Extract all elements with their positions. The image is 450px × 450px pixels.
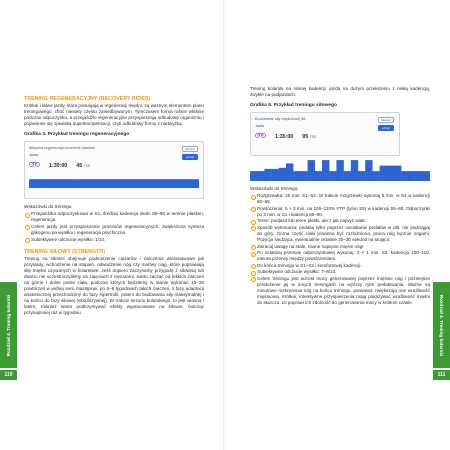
- list-item: Teren: podjazd lub teren płaski, ale z jak najwyż wiatr.: [250, 218, 430, 224]
- interval-bar: [401, 171, 408, 181]
- left-column: [24, 96, 204, 316]
- interval-bar: [351, 160, 358, 181]
- section-heading-recovery: TRENING REGENERACYJNY (RECOVERY RIDES): [24, 96, 151, 102]
- bike-icon: [29, 161, 40, 167]
- interval-bar: [380, 166, 387, 181]
- interval-bar: [286, 164, 293, 182]
- workout-stats: [29, 161, 199, 169]
- interval-bar: [106, 180, 115, 189]
- interval-bar: [191, 180, 200, 189]
- list-item: Celem jazdy jest przyspieszenie procesów regeneracyjnych, zwiększona synteza glikogenu po wysiłku i regeneracja psychiczna.: [24, 224, 204, 236]
- interval-bar: [80, 180, 89, 189]
- swap-button[interactable]: zamień: [378, 117, 394, 123]
- list-item: Powtórzenia: 5 × 3 min. na 106–110% FTP (tylno S5) w kadencji 55–60. Odpoczynki po 3 min. w S1 i kadencji 85–90.: [250, 206, 430, 218]
- interval-bar: [257, 171, 264, 181]
- interval-bar: [308, 160, 315, 181]
- interval-bar: [300, 171, 307, 181]
- recovery-workout-chart: [29, 172, 199, 188]
- interval-bar: [165, 180, 174, 189]
- list-item: Subiektywne odczucie wysiłku: 7–8/10.: [250, 269, 430, 275]
- list-item: Sposób wykonania: pedałuj tylko poprzez naciskanie pedałów w dół, nie podciągaj do góry. Górna część ciała powinna być rozluźniona, praca nóg łącznie nogami. Pozycja siedząca, ewentualnie ostatnie 20–30 sekund na stojąco.: [250, 225, 430, 243]
- workout-widget-strength: [250, 112, 400, 156]
- interval-bar: [55, 180, 64, 189]
- interval-bar: [89, 180, 98, 189]
- recovery-paragraph: Krótkie i łatwe jazdy, które pomagają w regeneracji mięśni, są ważnym elementem planu treningowego, choć niestety często zaniedbywanym. Tymczasem forma rośnie właśnie podczas odpoczynku, a przejażdżki regeneracyjne przyspieszają odbudowę organizmu i pojawienie się zjawiska superkompensacji, czyli odbudowy formy z nadwyżką.: [24, 103, 204, 127]
- interval-bar: [329, 171, 336, 181]
- interval-bar: [416, 171, 423, 181]
- interval-bar: [140, 180, 149, 189]
- interval-bar: [157, 180, 166, 189]
- interval-bar: [97, 180, 106, 189]
- interval-bar: [423, 171, 430, 181]
- widget-subtitle: Jazda: [29, 153, 38, 158]
- add-button[interactable]: wrzuć: [182, 154, 198, 160]
- chapter-tab-right: Rozdział 4. Trening kolarski: [433, 282, 450, 368]
- interval-bar: [358, 171, 365, 181]
- right-column: [250, 86, 430, 307]
- workout-time: 1:30:00: [49, 163, 68, 170]
- interval-bar: [174, 180, 183, 189]
- interval-bar: [365, 160, 372, 181]
- interval-bar: [293, 171, 300, 181]
- workout-tss: 45 TSS: [76, 163, 90, 170]
- widget-title: Budowanie siły mięśniowej 88: [255, 117, 306, 122]
- figure-caption-4: Grafika 4. Przykład treningu regeneracyjnego: [24, 132, 130, 138]
- interval-bar: [182, 180, 191, 189]
- tips-list-left: [24, 211, 204, 242]
- list-item: Rozgrzewka: 20 min. S1–S2, W trakcie rozgrzewki wykonaj 5 min. w S4 w kadencji 60–65.: [250, 193, 430, 205]
- interval-bar: [72, 180, 81, 189]
- widget-title: Aktywna regeneracja w terenie płaskim: [29, 146, 95, 151]
- bike-icon: [255, 132, 266, 138]
- swap-button[interactable]: zamień: [182, 146, 198, 152]
- figure-caption-5: Grafika 5. Przykład treningu siłowego: [250, 103, 337, 109]
- strength-workout-chart: [250, 159, 430, 181]
- interval-bar: [250, 171, 257, 181]
- tips-title-left: Wskazówki do treningu:: [24, 204, 73, 210]
- workout-time: 1:35:00: [275, 134, 294, 141]
- list-item: Celem treningu jest wzrost mocy generowanej poprzez mięśnie nóg i późniejsze przełożenie jej w innych treningach na wyższy rytm pedałowania. Ważne są minutowe rozkręcenia nóg na końcu treningu, ponieważ zwiększają one wrażliwość mięśniową. Krótkie, intensywne przyspieszenia mają pokazywać wrażliwość mięśni do skurczu, co poprawi ich zdolność do generowania mocy w krótkim czasie.: [250, 276, 430, 306]
- interval-bar: [372, 171, 379, 181]
- strength-paragraph: Trening na siłowni obejmuje podnoszenie ciężarów i ćwiczenia wielostawowe jak przysiady, wchodzenie na stopień, odwodzenie nóg czy martwy ciąg, które poprawiają siłę mięśni używanych w kolarstwie. Jeśli dopiero zaczynamy przygodę z siłownią lub dawno nie uczestniczyliśmy na zajęciach z ciężarami, warto zacząć od lekkich ćwiczeń na górne i dolne partie ciała, podczas których będziemy w stanie wykonać 15–20 powtórzeń w jednej serii. Następnie, po 6–8 tygodniach takich ćwiczeń, z fazy adaptacji anatomicznej przechodzimy do fazy hipertrofii, potem do budowania siły maksymalnej i na końcu do fazy siłowej (eksplozywnej). W trakcie sezonu kolarskiego, to jest wiosną i latem, również warto podtrzymywać efekty wypracowane na siłowni, ćwicząc przynajmniej raz w tygodniu.: [24, 255, 204, 316]
- interval-bar: [408, 171, 415, 181]
- page-number-right: 111: [433, 370, 450, 380]
- interval-bar: [387, 166, 394, 181]
- list-item: Subiektywne odczucie wysiłku: 1/10.: [24, 237, 204, 243]
- interval-bar: [264, 169, 271, 181]
- interval-bar: [322, 160, 329, 181]
- interval-bar: [344, 171, 351, 181]
- tips-list-right: [250, 193, 430, 306]
- list-item: Przejażdżka odpoczynkowa w S1, średnia kadencja około 85–90 w terenie płaskim, regeneracja.: [24, 211, 204, 223]
- list-item: Zwracaj uwagę na stałe, równe napięcie mięśni nóg!: [250, 244, 430, 250]
- interval-bar: [38, 180, 47, 189]
- chapter-tab-left: Rozdział 4. Trening kolarski: [0, 282, 17, 368]
- interval-bar: [29, 180, 38, 189]
- interval-bar: [315, 171, 322, 181]
- interval-bar: [336, 160, 343, 181]
- workout-stats: [255, 132, 395, 140]
- interval-bar: [148, 180, 157, 189]
- add-button[interactable]: wrzuć: [378, 125, 394, 131]
- widget-subtitle: Jazda: [255, 124, 264, 129]
- interval-bar: [114, 180, 123, 189]
- interval-bar: [46, 180, 55, 189]
- interval-bar: [123, 180, 132, 189]
- interval-bar: [394, 166, 401, 181]
- workout-tss: 95 TSS: [302, 134, 316, 141]
- workout-widget-recovery: [24, 141, 204, 199]
- interval-bar: [131, 180, 140, 189]
- interval-bar: [63, 180, 72, 189]
- tips-title-right: Wskazówki do treningu:: [250, 186, 299, 192]
- interval-bar: [272, 169, 279, 181]
- list-item: Do końca treningu w S1–S2 i komfortowej kadencji.: [250, 263, 430, 269]
- interval-bar: [279, 168, 286, 181]
- section-heading-strength: TRENING SIŁOWY (STRENGTH): [24, 248, 106, 255]
- low-cadence-intro: Trening kolarski na niskiej kadencji: jazda na dużym przełożeniu z niską kadencją, zwykle na podjazdach.: [250, 86, 430, 98]
- page-number-left: 110: [0, 370, 17, 380]
- list-item: Po ostatniej przerwie odpoczynkowej wykonaj: 3 × 1 min. S3, kadencja 100–110, minuta przerwy między powtórzeniami.: [250, 250, 430, 262]
